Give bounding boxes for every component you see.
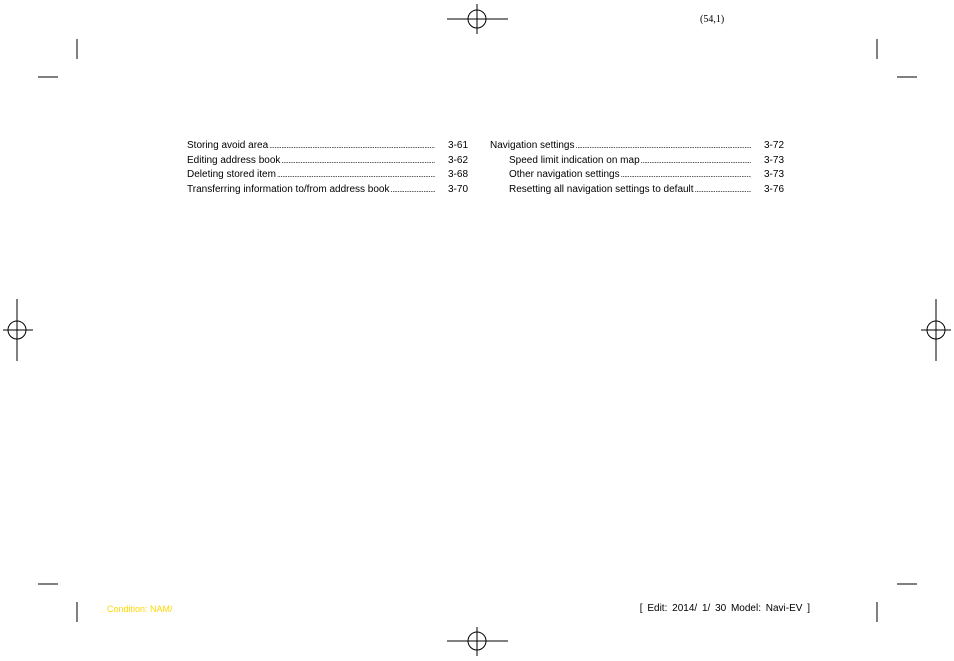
corner-crop-marks	[38, 39, 917, 622]
toc-subentry[interactable]	[490, 154, 784, 169]
toc-entry-page: 3-76	[763, 183, 784, 195]
toc-leader-dots	[641, 154, 751, 169]
toc-entry-label: Transferring information to/from address book	[187, 183, 390, 195]
toc-entry-label: Speed limit indication on map	[509, 154, 640, 166]
toc-column-left	[187, 139, 468, 197]
toc-leader-dots	[621, 168, 751, 183]
toc-entry[interactable]	[187, 168, 468, 183]
toc-subentry[interactable]	[490, 168, 784, 183]
toc-entry-label: Deleting stored item	[187, 169, 276, 180]
toc-leader-dots	[576, 139, 752, 154]
page-reference: (54,1)	[700, 14, 725, 25]
toc-leader-dots	[277, 168, 435, 183]
toc-entry[interactable]	[187, 139, 468, 154]
toc-entry-page: 3-73	[763, 154, 784, 166]
toc-subentry[interactable]	[490, 183, 784, 198]
toc-leader-dots	[391, 183, 436, 198]
toc-entry-label: Other navigation settings	[509, 169, 620, 180]
toc-entry-page: 3-62	[447, 154, 468, 166]
toc-leader-dots	[695, 183, 751, 198]
registration-mark-right	[921, 299, 951, 361]
registration-mark-left	[3, 299, 33, 361]
condition-label: Condition: NAM/	[107, 604, 173, 614]
toc-entry-page: 3-70	[447, 183, 468, 195]
toc-entry-label: Resetting all navigation settings to default	[509, 183, 694, 195]
toc-entry[interactable]	[187, 183, 468, 198]
toc-entry-label: Storing avoid area	[187, 140, 269, 151]
toc-entry-label: Navigation settings	[490, 140, 575, 151]
toc-entry[interactable]	[187, 154, 468, 169]
registration-mark-top	[447, 4, 508, 34]
toc-entry-page: 3-73	[763, 169, 784, 180]
toc-column-right	[490, 139, 784, 197]
registration-mark-bottom	[447, 627, 508, 656]
toc-entry-label: Editing address book	[187, 154, 281, 166]
toc-entry-page: 3-61	[447, 140, 468, 151]
edit-info: [ Edit: 2014/ 1/ 30 Model: Navi-EV ]	[639, 603, 810, 614]
toc-entry-page: 3-68	[447, 169, 468, 180]
toc-leader-dots	[281, 154, 435, 169]
toc-leader-dots	[269, 139, 435, 154]
toc-entry-page: 3-72	[763, 140, 784, 151]
toc-entry[interactable]	[490, 139, 784, 154]
